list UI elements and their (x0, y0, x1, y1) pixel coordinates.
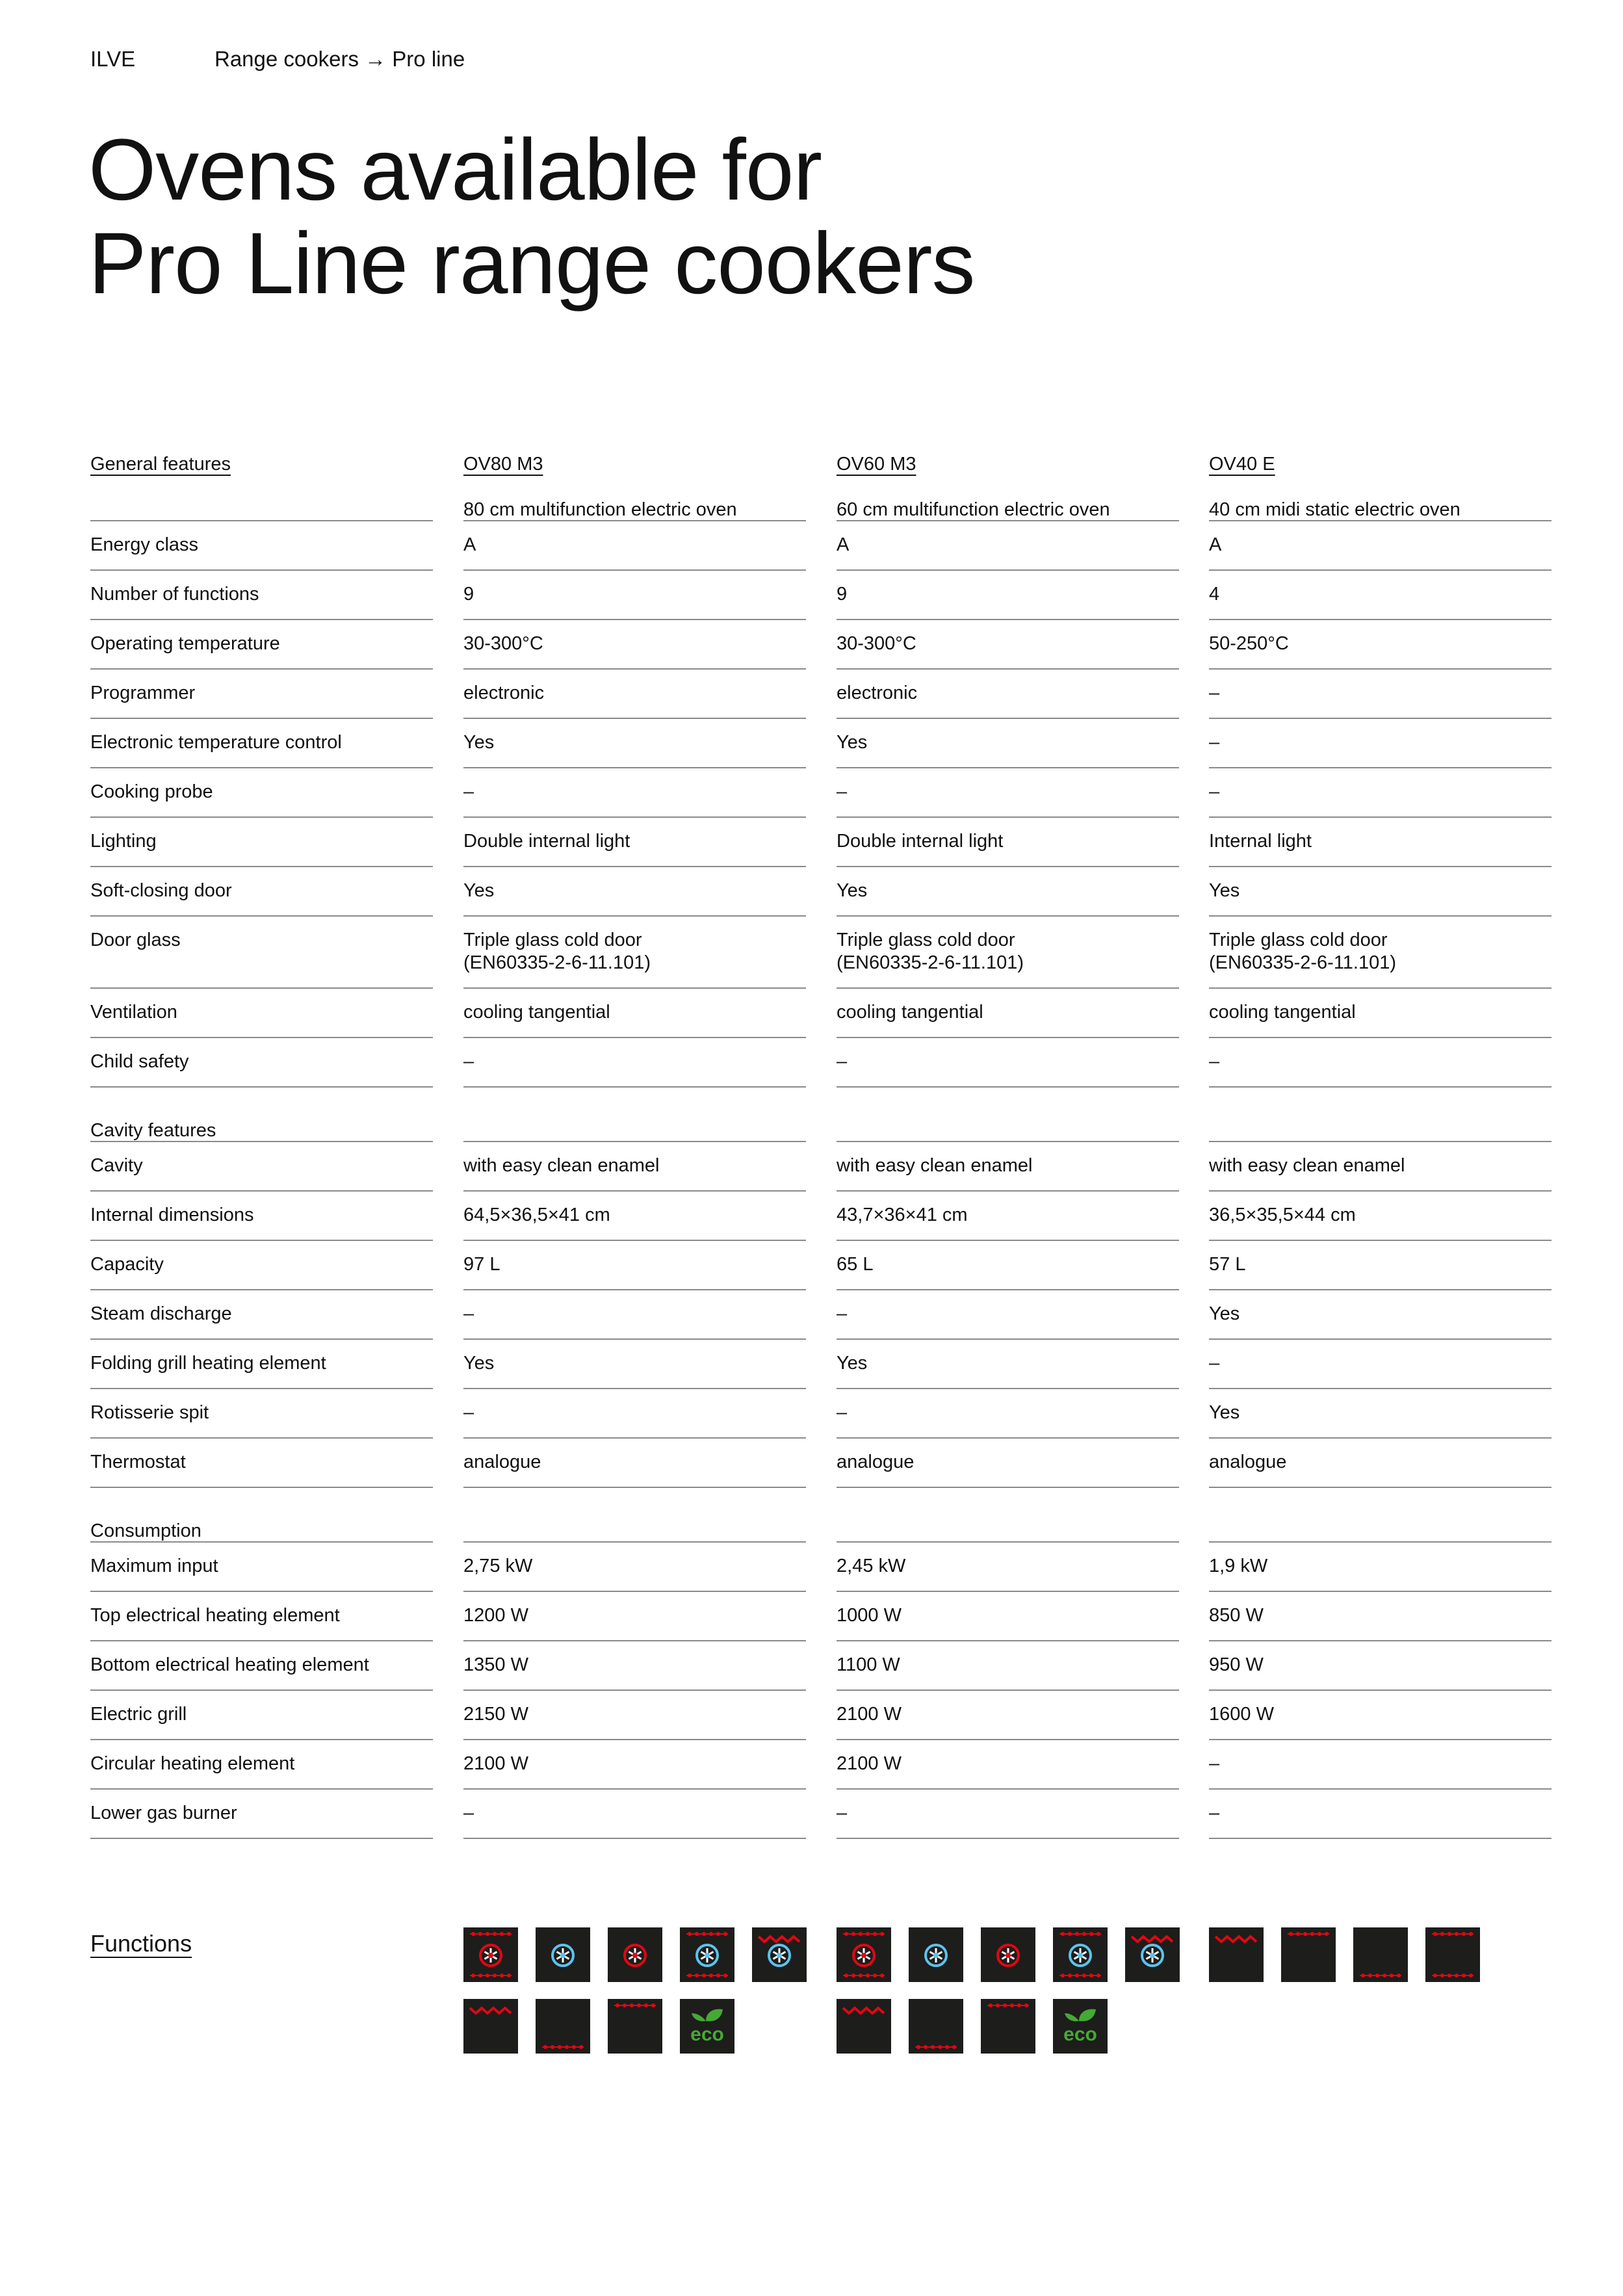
row-divider (837, 767, 1179, 768)
spec-value: – (463, 1303, 474, 1324)
row-divider (90, 718, 433, 719)
spec-value: 43,7×36×41 cm (837, 1205, 968, 1225)
spec-label: Lower gas burner (90, 1803, 237, 1823)
spec-value: 36,5×35,5×44 cm (1209, 1205, 1356, 1225)
row-divider (837, 1437, 1179, 1439)
row-divider (837, 1487, 1179, 1488)
spec-value: 1200 W (463, 1605, 528, 1626)
row-divider (837, 569, 1179, 571)
spec-label: Internal dimensions (90, 1205, 254, 1225)
row-divider (90, 1037, 433, 1038)
spec-value: – (1209, 1753, 1220, 1774)
row-divider (463, 1739, 806, 1740)
row-divider (463, 767, 806, 768)
row-divider (90, 987, 433, 989)
section-title: General features (90, 454, 231, 475)
spec-value: Triple glass cold door (463, 930, 642, 950)
row-divider (1209, 1190, 1552, 1192)
row-divider (90, 866, 433, 867)
row-divider (837, 1190, 1179, 1192)
model-name: OV80 M3 (463, 454, 543, 475)
row-divider (90, 915, 433, 917)
row-divider (463, 1640, 806, 1641)
eco-icon (680, 1999, 734, 2054)
row-divider (90, 1487, 433, 1488)
row-divider (1209, 520, 1552, 521)
row-divider (837, 1689, 1179, 1691)
row-divider (1209, 915, 1552, 917)
spec-value: – (837, 1303, 848, 1324)
row-divider (90, 1240, 433, 1241)
bottom-heat-icon (536, 1999, 590, 2054)
row-divider (837, 1240, 1179, 1241)
row-divider (1209, 816, 1552, 818)
spec-value: – (1209, 1051, 1220, 1072)
spec-value: Yes (837, 732, 868, 753)
row-divider (1209, 1141, 1552, 1142)
spec-value: 950 W (1209, 1654, 1264, 1675)
row-divider (1209, 1289, 1552, 1290)
spec-label: Cooking probe (90, 781, 213, 802)
spec-value: 1100 W (837, 1654, 900, 1675)
spec-value: 1000 W (837, 1605, 902, 1626)
section-title: Cavity features (90, 1120, 216, 1141)
row-divider (1209, 767, 1552, 768)
spec-label: Ventilation (90, 1002, 177, 1023)
spec-value: 1600 W (1209, 1704, 1274, 1725)
row-divider (837, 1838, 1179, 1839)
spec-value: 1,9 kW (1209, 1556, 1268, 1576)
row-divider (463, 1289, 806, 1290)
spec-value: electronic (463, 683, 545, 703)
bottom-heat-icon (1353, 1927, 1408, 1982)
page-title-line-2: Pro Line range cookers (88, 215, 975, 312)
row-divider (1209, 1240, 1552, 1241)
spec-value: A (463, 534, 476, 555)
grill-icon (837, 1999, 891, 2054)
row-divider (837, 1388, 1179, 1389)
spec-value: Yes (1209, 1402, 1240, 1423)
row-divider (90, 767, 433, 768)
spec-label: Child safety (90, 1051, 189, 1072)
eco-icon (1053, 1999, 1108, 2054)
spec-label: Maximum input (90, 1556, 218, 1576)
spec-label: Programmer (90, 683, 196, 703)
row-divider (463, 915, 806, 917)
top-heat-icon (608, 1999, 662, 2054)
spec-value: 64,5×36,5×41 cm (463, 1205, 610, 1225)
spec-value: – (837, 1402, 848, 1423)
row-divider (90, 1388, 433, 1389)
spec-value: Yes (463, 880, 495, 901)
row-divider (837, 1640, 1179, 1641)
fan-icon (536, 1927, 590, 1982)
row-divider (90, 1640, 433, 1641)
spec-value: (EN60335-2-6-11.101) (837, 952, 1024, 973)
spec-value: Double internal light (463, 831, 630, 852)
row-divider (90, 1141, 433, 1142)
spec-label: Thermostat (90, 1452, 186, 1472)
spec-label: Number of functions (90, 584, 259, 605)
top-bottom-blue-fan-icon (680, 1927, 734, 1982)
row-divider (463, 1190, 806, 1192)
row-divider (1209, 1838, 1552, 1839)
spec-value: 2,75 kW (463, 1556, 533, 1576)
spec-label: Circular heating element (90, 1753, 295, 1774)
grill-icon (1209, 1927, 1264, 1982)
row-divider (837, 1591, 1179, 1592)
row-divider (1209, 1487, 1552, 1488)
spec-value: 30-300°C (837, 633, 916, 654)
spec-label: Capacity (90, 1254, 164, 1275)
row-divider (463, 569, 806, 571)
top-heat-icon (1281, 1927, 1336, 1982)
row-divider (90, 1541, 433, 1543)
spec-value: – (837, 781, 848, 802)
row-divider (90, 1437, 433, 1439)
spec-value: 2150 W (463, 1704, 528, 1725)
grill-icon (463, 1999, 518, 2054)
row-divider (463, 619, 806, 620)
brand-name: ILVE (90, 47, 136, 71)
spec-value: – (463, 1803, 474, 1823)
spec-value: A (837, 534, 850, 555)
row-divider (463, 1141, 806, 1142)
row-divider (1209, 1640, 1552, 1641)
row-divider (837, 866, 1179, 867)
spec-label: Steam discharge (90, 1303, 232, 1324)
row-divider (90, 520, 433, 521)
row-divider (463, 718, 806, 719)
section-title: Consumption (90, 1520, 201, 1541)
spec-value: 30-300°C (463, 633, 543, 654)
spec-label: Rotisserie spit (90, 1402, 209, 1423)
spec-value: (EN60335-2-6-11.101) (1209, 952, 1397, 973)
row-divider (837, 1338, 1179, 1340)
model-description: 40 cm midi static electric oven (1209, 499, 1461, 520)
spec-value: Yes (1209, 1303, 1240, 1324)
row-divider (837, 987, 1179, 989)
model-description: 60 cm multifunction electric oven (837, 499, 1110, 520)
row-divider (837, 520, 1179, 521)
spec-value: Yes (837, 880, 868, 901)
spec-value: analogue (837, 1452, 915, 1472)
spec-label: Lighting (90, 831, 157, 852)
row-divider (837, 668, 1179, 670)
spec-value: 2100 W (837, 1753, 902, 1774)
spec-value: analogue (463, 1452, 541, 1472)
row-divider (1209, 1591, 1552, 1592)
grill-fan-icon (752, 1927, 807, 1982)
row-divider (837, 1541, 1179, 1543)
top-bottom-fan-icon (463, 1927, 518, 1982)
spec-value: 9 (463, 584, 474, 605)
svg-text:eco: eco (690, 2024, 724, 2045)
spec-value: Yes (1209, 880, 1240, 901)
spec-value: 2100 W (463, 1753, 528, 1774)
row-divider (1209, 619, 1552, 620)
spec-label: Door glass (90, 930, 181, 950)
spec-value: 850 W (1209, 1605, 1264, 1626)
spec-value: cooling tangential (1209, 1002, 1356, 1023)
spec-value: – (837, 1803, 848, 1823)
spec-label: Operating temperature (90, 633, 280, 654)
row-divider (837, 1086, 1179, 1088)
row-divider (90, 569, 433, 571)
spec-value: 2100 W (837, 1704, 902, 1725)
spec-value: with easy clean enamel (837, 1155, 1033, 1176)
spec-value: – (1209, 1803, 1220, 1823)
row-divider (837, 915, 1179, 917)
spec-value: Double internal light (837, 831, 1004, 852)
row-divider (90, 668, 433, 670)
row-divider (90, 1289, 433, 1290)
row-divider (463, 1788, 806, 1790)
row-divider (837, 1289, 1179, 1290)
model-description: 80 cm multifunction electric oven (463, 499, 737, 520)
row-divider (837, 1788, 1179, 1790)
bottom-heat-icon (909, 1999, 963, 2054)
spec-value: (EN60335-2-6-11.101) (463, 952, 651, 973)
row-divider (90, 1838, 433, 1839)
row-divider (90, 1591, 433, 1592)
row-divider (463, 668, 806, 670)
row-divider (1209, 1086, 1552, 1088)
spec-value: – (1209, 1353, 1220, 1374)
row-divider (463, 1689, 806, 1691)
spec-label: Energy class (90, 534, 199, 555)
row-divider (1209, 987, 1552, 989)
spec-value: – (463, 781, 474, 802)
row-divider (90, 1086, 433, 1088)
row-divider (837, 1141, 1179, 1142)
spec-value: 57 L (1209, 1254, 1246, 1275)
row-divider (463, 1437, 806, 1439)
row-divider (837, 718, 1179, 719)
fan-icon (909, 1927, 963, 1982)
spec-value: analogue (1209, 1452, 1287, 1472)
spec-value: Yes (463, 1353, 495, 1374)
spec-value: 2,45 kW (837, 1556, 906, 1576)
row-divider (463, 1541, 806, 1543)
page-title-line-1: Ovens available for (88, 122, 822, 218)
model-name: OV40 E (1209, 454, 1275, 475)
row-divider (1209, 1788, 1552, 1790)
spec-value: cooling tangential (463, 1002, 610, 1023)
row-divider (1209, 866, 1552, 867)
row-divider (837, 1739, 1179, 1740)
row-divider (837, 619, 1179, 620)
row-divider (463, 1838, 806, 1839)
row-divider (463, 1338, 806, 1340)
spec-value: Internal light (1209, 831, 1312, 852)
row-divider (1209, 1338, 1552, 1340)
row-divider (837, 816, 1179, 818)
row-divider (90, 1338, 433, 1340)
spec-value: with easy clean enamel (1209, 1155, 1405, 1176)
spec-value: 65 L (837, 1254, 874, 1275)
row-divider (90, 1739, 433, 1740)
row-divider (90, 816, 433, 818)
row-divider (1209, 1037, 1552, 1038)
spec-label: Electronic temperature control (90, 732, 342, 753)
circular-fan-icon (981, 1927, 1035, 1982)
row-divider (463, 1487, 806, 1488)
row-divider (463, 1388, 806, 1389)
row-divider (463, 1037, 806, 1038)
row-divider (837, 1037, 1179, 1038)
spec-label: Electric grill (90, 1704, 187, 1725)
spec-value: cooling tangential (837, 1002, 983, 1023)
row-divider (90, 1689, 433, 1691)
spec-value: – (1209, 732, 1220, 753)
spec-value: 97 L (463, 1254, 500, 1275)
row-divider (463, 1086, 806, 1088)
row-divider (1209, 1437, 1552, 1439)
spec-value: with easy clean enamel (463, 1155, 660, 1176)
spec-label: Top electrical heating element (90, 1605, 340, 1626)
top-heat-icon (981, 1999, 1035, 2054)
model-name: OV60 M3 (837, 454, 916, 475)
spec-value: Triple glass cold door (1209, 930, 1388, 950)
spec-label: Soft-closing door (90, 880, 232, 901)
spec-value: 50-250°C (1209, 633, 1289, 654)
spec-value: Yes (837, 1353, 868, 1374)
row-divider (1209, 1689, 1552, 1691)
row-divider (1209, 569, 1552, 571)
spec-value: – (837, 1051, 848, 1072)
row-divider (90, 619, 433, 620)
spec-value: A (1209, 534, 1222, 555)
spec-label: Folding grill heating element (90, 1353, 326, 1374)
row-divider (90, 1788, 433, 1790)
row-divider (463, 1240, 806, 1241)
spec-label: Bottom electrical heating element (90, 1654, 369, 1675)
row-divider (1209, 718, 1552, 719)
row-divider (463, 1591, 806, 1592)
spec-value: Triple glass cold door (837, 930, 1015, 950)
top-bottom-heat-icon (1425, 1927, 1480, 1982)
row-divider (1209, 1388, 1552, 1389)
svg-text:eco: eco (1063, 2024, 1097, 2045)
top-bottom-fan-icon (837, 1927, 891, 1982)
row-divider (1209, 1541, 1552, 1543)
spec-value: 9 (837, 584, 848, 605)
spec-value: – (463, 1402, 474, 1423)
row-divider (1209, 668, 1552, 670)
spec-value: – (463, 1051, 474, 1072)
functions-label: Functions (90, 1930, 192, 1957)
spec-value: – (1209, 781, 1220, 802)
spec-value: Yes (463, 732, 495, 753)
row-divider (463, 866, 806, 867)
grill-fan-icon (1125, 1927, 1180, 1982)
spec-label: Cavity (90, 1155, 143, 1176)
breadcrumb[interactable]: Range cookers → Pro line (214, 47, 465, 71)
row-divider (463, 987, 806, 989)
top-bottom-blue-fan-icon (1053, 1927, 1108, 1982)
circular-fan-icon (608, 1927, 662, 1982)
spec-value: 1350 W (463, 1654, 528, 1675)
row-divider (463, 520, 806, 521)
spec-value: – (1209, 683, 1220, 703)
spec-value: electronic (837, 683, 918, 703)
spec-value: 4 (1209, 584, 1220, 605)
row-divider (463, 816, 806, 818)
row-divider (1209, 1739, 1552, 1740)
row-divider (90, 1190, 433, 1192)
